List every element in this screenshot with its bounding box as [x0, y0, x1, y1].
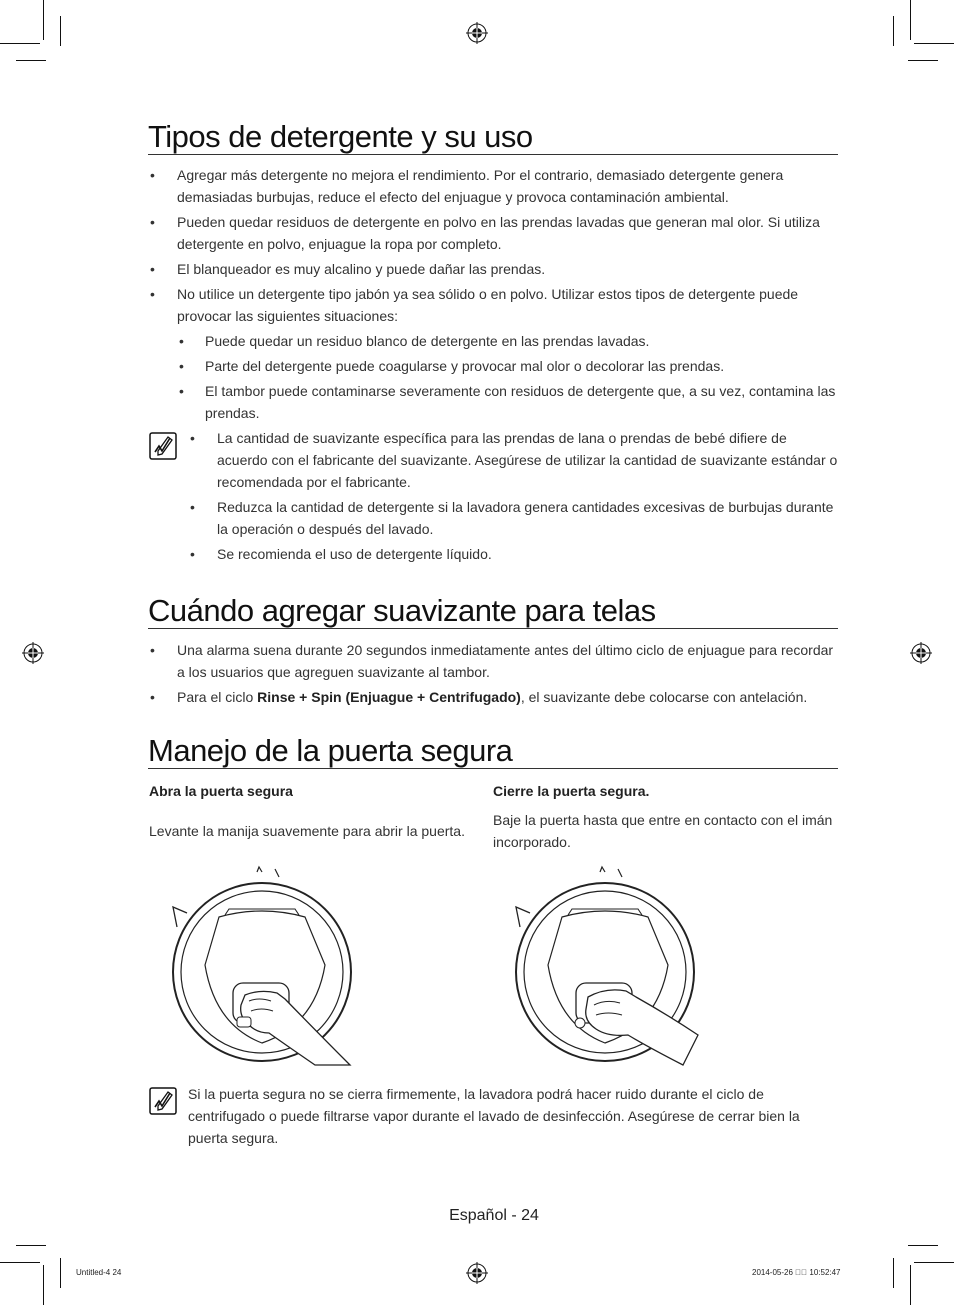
door-open-illustration — [165, 865, 375, 1070]
crop-mark — [16, 1245, 46, 1246]
section-title-door: Manejo de la puerta segura — [148, 734, 838, 769]
registration-mark-icon — [466, 1262, 488, 1284]
list-item-text: Para el ciclo — [177, 689, 258, 705]
crop-mark — [908, 1245, 938, 1246]
list-item: • Se recomienda el uso de detergente líquido. — [188, 543, 838, 565]
list-item: • El tambor puede contaminarse severamente con residuos de detergente que, a su vez, contamina las prendas. — [177, 380, 838, 424]
registration-mark-icon — [910, 642, 932, 664]
section-title-softener: Cuándo agregar suavizante para telas — [148, 594, 838, 629]
list-item: • La cantidad de suavizante específica para las prendas de lana o prendas de bebé difiere de acuerdo con el fabricante del suavizante. Asegúrese de utilizar la cantidad de suavizante estándar o recomendada por el fabricante. — [188, 427, 838, 493]
door-close-illustration — [508, 865, 718, 1070]
close-door-heading: Cierre la puerta segura. — [493, 783, 650, 799]
list-item: • Parte del detergente puede coagularse y provocar mal olor o decolorar las prendas. — [177, 355, 838, 377]
list-item-text: , el suavizante debe colocarse con antelación. — [520, 689, 808, 705]
crop-mark — [43, 0, 44, 40]
softener-bullet-list — [148, 639, 838, 711]
close-door-text: Baje la puerta hasta que entre en contacto con el imán incorporado. — [493, 812, 833, 850]
note-pencil-icon — [149, 432, 177, 460]
detergent-bullet-list — [148, 164, 838, 427]
crop-mark — [0, 43, 40, 44]
list-item — [148, 283, 838, 424]
list-item: • Pueden quedar residuos de detergente en polvo en las prendas lavadas que generan mal olor. Si utiliza detergente en polvo, enjuague la ropa por completo. — [148, 211, 838, 255]
list-item: • El blanqueador es muy alcalino y puede dañar las prendas. — [148, 258, 838, 280]
detergent-note-list — [188, 427, 838, 568]
cycle-name: Rinse + Spin (Enjuague + Centrifugado) — [257, 689, 521, 705]
list-item: • Reduzca la cantidad de detergente si la lavadora genera cantidades excesivas de burbujas durante la operación o después del lavado. — [188, 496, 838, 540]
registration-mark-icon — [22, 642, 44, 664]
crop-mark — [60, 1258, 61, 1288]
section-title-detergent: Tipos de detergente y su uso — [148, 120, 838, 155]
print-slug-left: Untitled-4 24 — [76, 1268, 122, 1277]
crop-mark — [910, 0, 911, 40]
list-item: • Puede quedar un residuo blanco de detergente en las prendas lavadas. — [177, 330, 838, 352]
registration-mark-icon — [466, 22, 488, 44]
crop-mark — [0, 1262, 40, 1263]
page-number — [0, 1207, 954, 1225]
crop-mark — [893, 16, 894, 46]
crop-mark — [908, 60, 938, 61]
crop-mark — [16, 60, 46, 61]
print-slug-right: 2014-05-26 ￿￿ 10:52:47 — [752, 1268, 841, 1277]
crop-mark — [893, 1258, 894, 1288]
crop-mark — [43, 1265, 44, 1305]
crop-mark — [910, 1265, 911, 1305]
list-item — [148, 686, 838, 708]
crop-mark — [60, 16, 61, 46]
detergent-sub-list — [177, 330, 838, 424]
crop-mark — [914, 1262, 954, 1263]
note-pencil-icon — [149, 1087, 177, 1115]
list-item: • Agregar más detergente no mejora el rendimiento. Por el contrario, demasiado detergente genera demasiadas burbujas, reduce el efecto del enjuague y provoca contaminación ambiental. — [148, 164, 838, 208]
open-door-text: Levante la manija suavemente para abrir la puerta. — [149, 823, 465, 839]
list-item: • Una alarma suena durante 20 segundos inmediatamente antes del último ciclo de enjuague para recordar a los usuarios que agreguen suavizante al tambor. — [148, 639, 838, 683]
open-door-heading: Abra la puerta segura — [149, 783, 293, 799]
door-note-text: Si la puerta segura no se cierra firmemente, la lavadora podrá hacer ruido durante el ciclo de centrifugado o puede filtrarse vapor durante el lavado de desinfección. Asegúrese de cerrar bien la puerta segura. — [188, 1086, 800, 1146]
page-label: Español - 24 — [449, 1207, 539, 1224]
crop-mark — [914, 43, 954, 44]
list-item-text: No utilice un detergente tipo jabón ya sea sólido o en polvo. Utilizar estos tipos de detergente puede provocar las siguientes situaciones: — [177, 286, 799, 324]
